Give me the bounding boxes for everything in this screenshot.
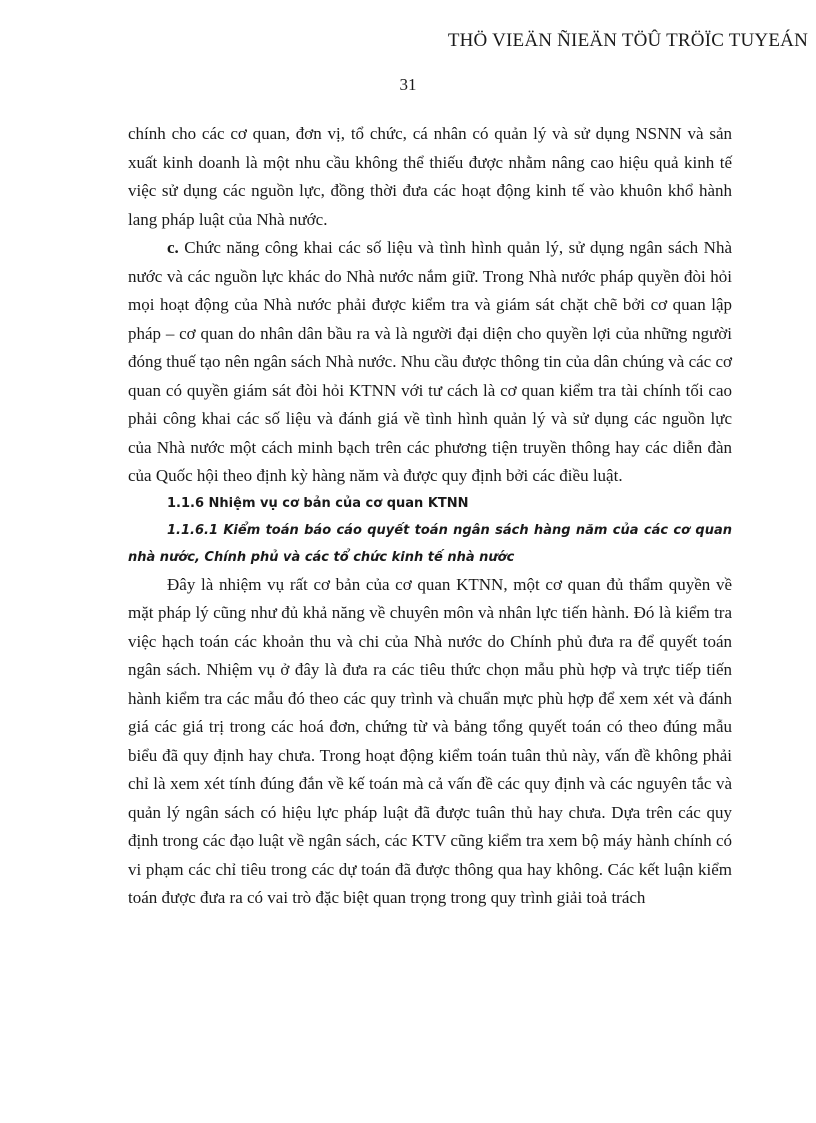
paragraph-audit-task: Đây là nhiệm vụ rất cơ bản của cơ quan KTNN, một cơ quan đủ thẩm quyền về mặt pháp lý cũng như đủ khả năng về chuyên môn và nhân lực tiến hành. Đó là kiểm tra việc hạch toán các khoản thu và chi của Nhà nước do Chính phủ đưa ra để quyết toán ngân sách. Nhiệm vụ ở đây là đưa ra các tiêu thức chọn mẫu phù hợp và trực tiếp tiến hành kiểm tra các mẫu đó theo các quy trình và chuẩn mực phù hợp để xem xét và đánh giá các giá trị trong các hoá đơn, chứng từ và bảng tổng quyết toán có theo đúng mẫu biểu đã quy định hay chưa. Trong hoạt động kiểm toán tuân thủ này, vấn đề không phải chỉ là xem xét tính đúng đắn về kế toán mà cả vấn đề các quy định và các nguyên tắc và quản lý ngân sách có hiệu lực pháp luật đã được tuân thủ hay chưa. Dựa trên các quy định trong các đạo luật về ngân sách, các KTV cũng kiểm tra xem bộ máy hành chính có vi phạm các chỉ tiêu trong các dự toán đã được thông qua hay không. Các kết luận kiểm toán được đưa ra có vai trò đặc biệt quan trọng trong quy trình giải toả trách bbox=[128, 574, 732, 907]
page-number: 31 bbox=[399, 75, 417, 94]
paragraph-function-c-text: Chức năng công khai các số liệu và tình hình quản lý, sử dụng ngân sách Nhà nước và các nguồn lực khác do Nhà nước nắm giữ. Trong Nhà nước pháp quyền đòi hỏi mọi hoạt động của Nhà nước phải được kiểm tra và giám sát chặt chẽ bởi cơ quan lập pháp – cơ quan do nhân dân bầu ra và là người đại diện cho quyền lợi của những người đóng thuế tạo nên ngân sách Nhà nước. Nhu cầu được thông tin của dân chúng và các cơ quan có quyền giám sát đòi hỏi KTNN với tư cách là cơ quan kiểm tra tài chính tối cao phải công khai các số liệu và đánh giá về tình hình quản lý và sử dụng các nguồn lực của Nhà nước một cách minh bạch trên các phương tiện truyền thông hay các diễn đàn của Quốc hội theo định kỳ hàng năm và được quy định bởi các điều luật. bbox=[128, 238, 732, 485]
document-body bbox=[128, 120, 732, 913]
list-label-c: c. bbox=[167, 238, 179, 257]
subsection-heading-1-1-6-1: 1.1.6.1 Kiểm toán báo cáo quyết toán ngân sách hàng năm của các cơ quan nhà nước, Chính phủ và các tổ chức kinh tế nhà nước bbox=[128, 522, 732, 565]
section-heading-1-1-6: 1.1.6 Nhiệm vụ cơ bản của cơ quan KTNN bbox=[167, 495, 469, 511]
paragraph-continuation: chính cho các cơ quan, đơn vị, tổ chức, cá nhân có quản lý và sử dụng NSNN và sản xuất kinh doanh là một nhu cầu không thể thiếu được nhằm nâng cao hiệu quả kinh tế việc sử dụng các nguồn lực, đồng thời đưa các hoạt động kinh tế vào khuôn khổ hành lang pháp luật của Nhà nước. bbox=[128, 124, 732, 229]
running-header: THÖ VIEÄN ÑIEÄN TÖÛ TRÖÏC TUYEÁN bbox=[447, 30, 808, 51]
paragraph-function-c bbox=[128, 234, 732, 491]
